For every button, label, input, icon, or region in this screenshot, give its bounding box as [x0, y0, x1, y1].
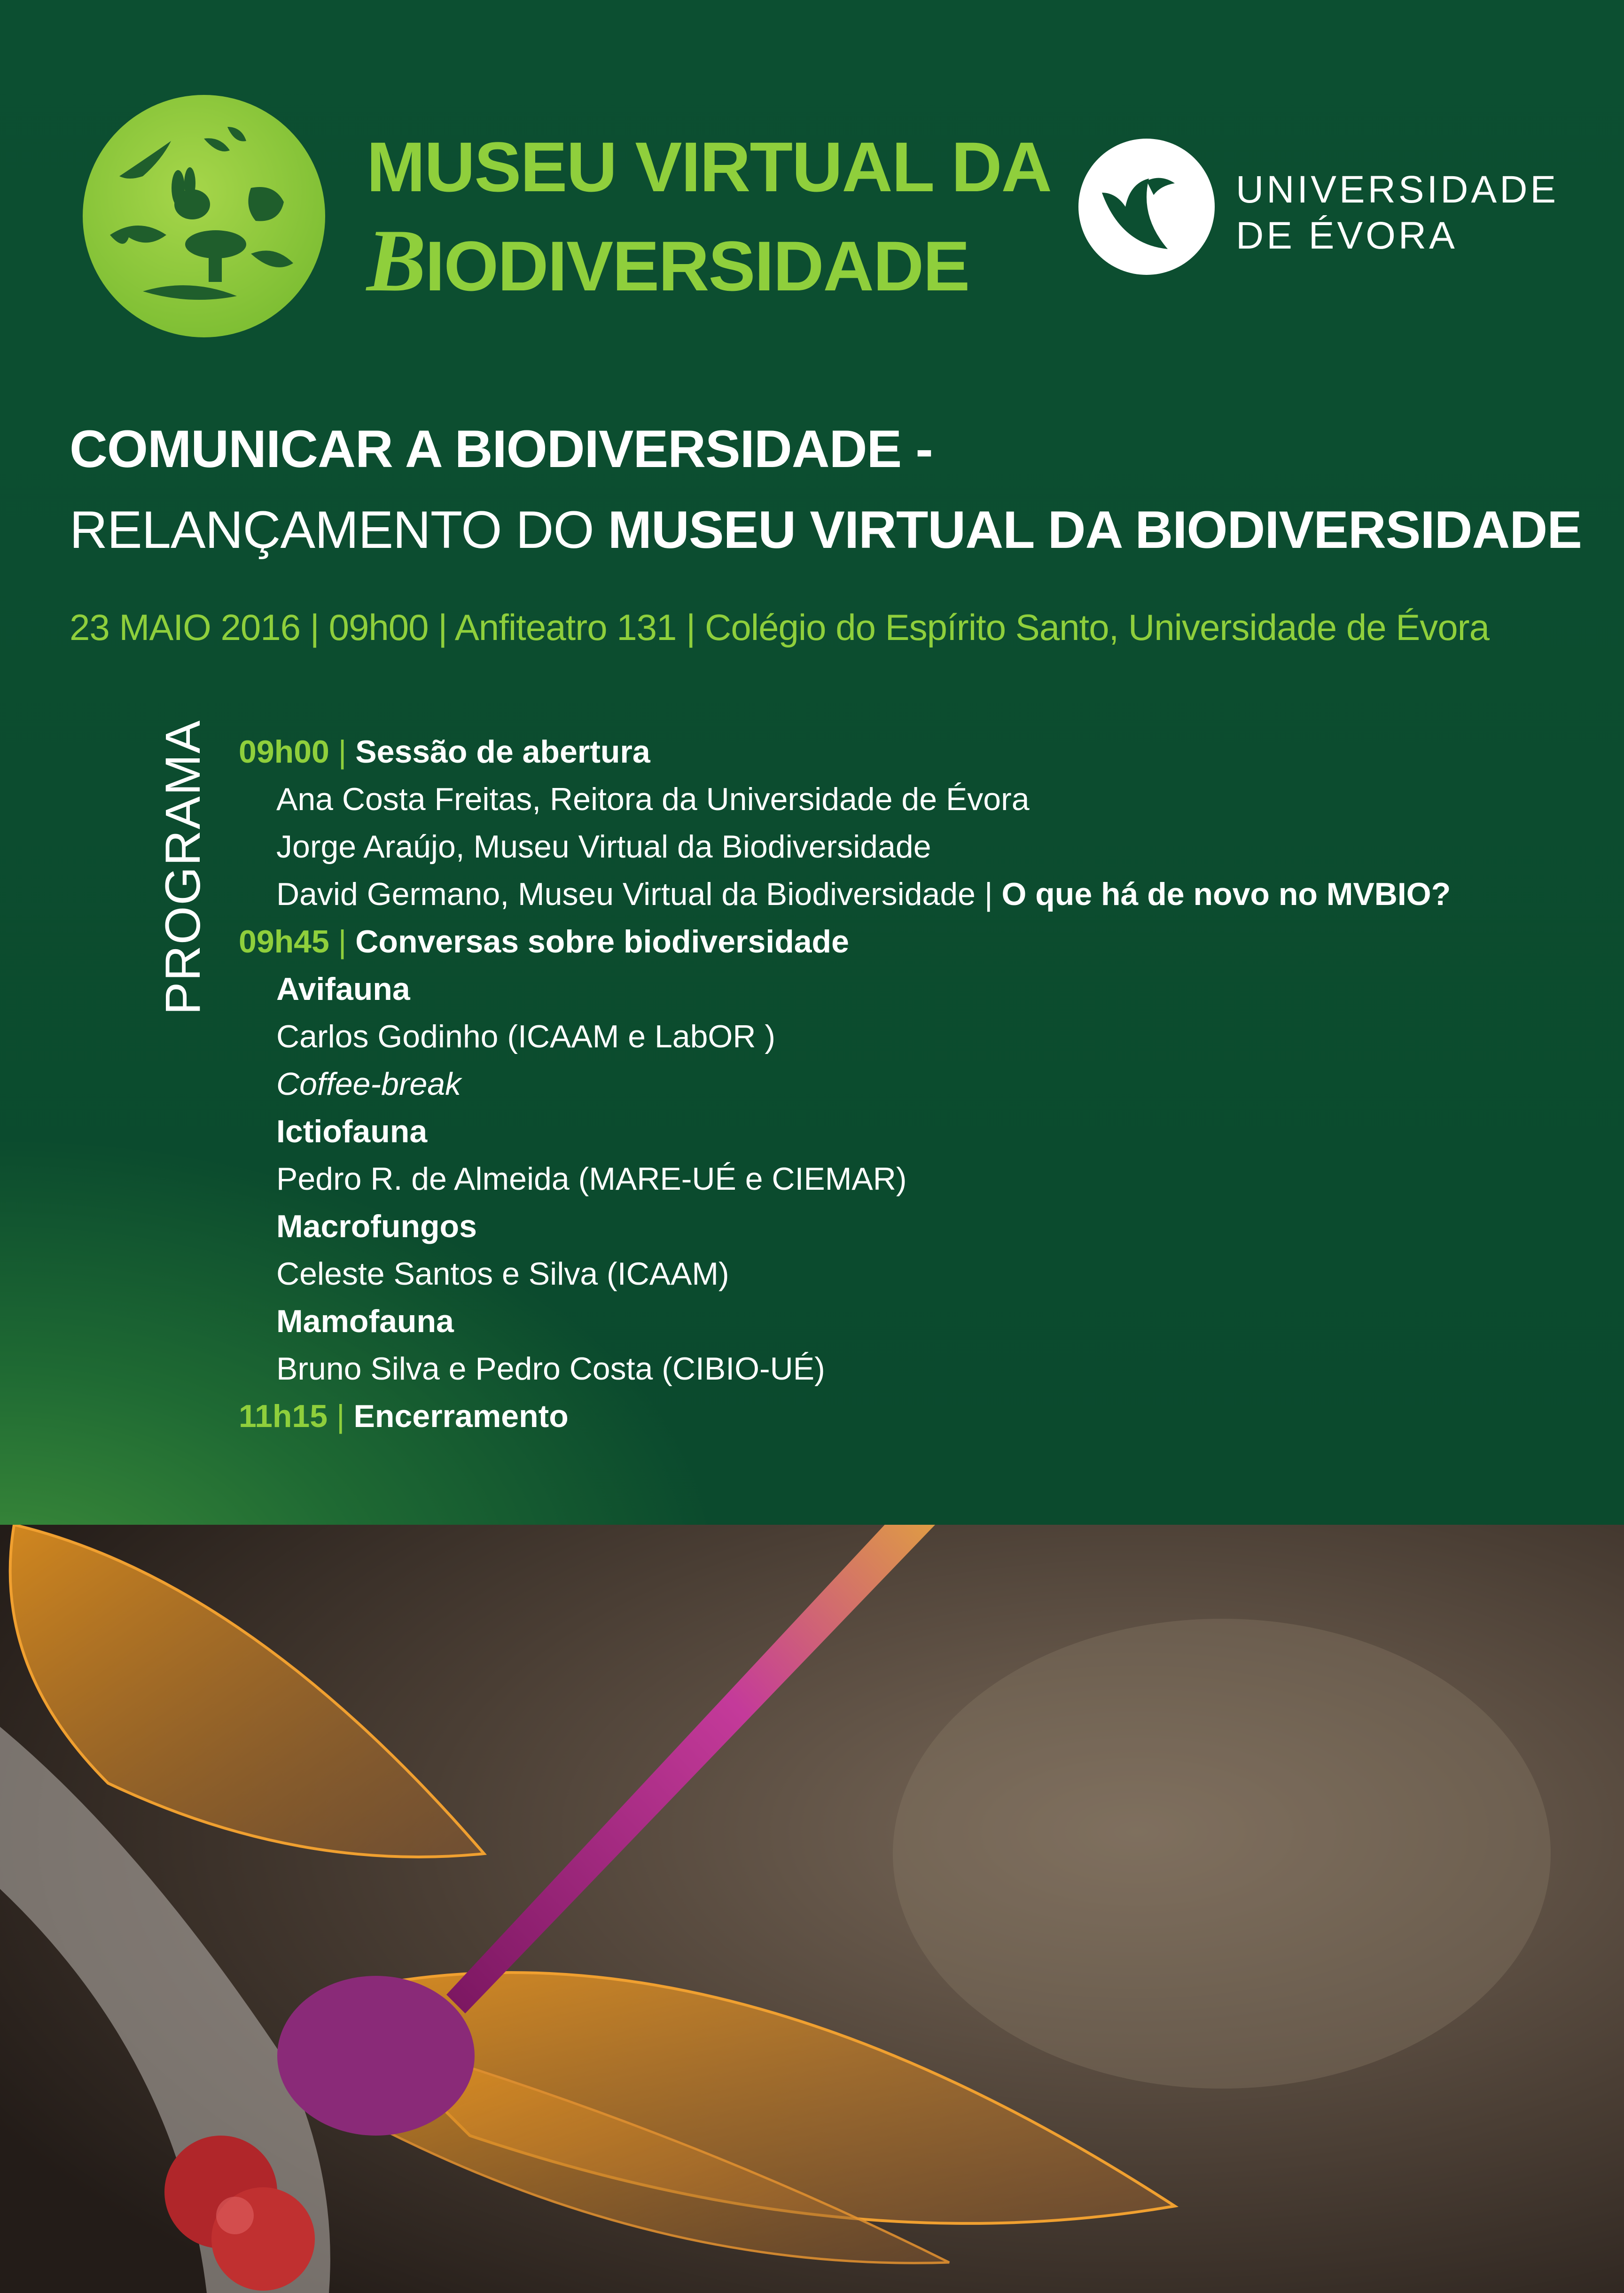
list-item: Ictiofauna	[276, 1114, 428, 1149]
dragonfly-photo	[0, 1525, 1624, 2293]
program-row-closing: 11h15 | Encerramento	[239, 1398, 569, 1434]
list-item: Jorge Araújo, Museu Virtual da Biodiversidade	[276, 829, 931, 865]
list-item: Coffee-break	[276, 1066, 461, 1102]
list-item: Macrofungos	[276, 1209, 477, 1244]
page-title	[70, 420, 1582, 559]
program-row-conversations: 09h45 | Conversas sobre biodiversidade	[239, 924, 849, 959]
list-item: Celeste Santos e Silva (ICAAM)	[276, 1256, 729, 1292]
museum-name-line1: MUSEU VIRTUAL DA	[367, 127, 1051, 206]
list-item: Bruno Silva e Pedro Costa (CIBIO-UÉ)	[276, 1351, 825, 1387]
list-item: David Germano, Museu Virtual da Biodiversidade | O que há de novo no MVBIO?	[276, 876, 1451, 912]
university-logo-icon	[1076, 136, 1217, 277]
list-item: Ana Costa Freitas, Reitora da Universidade de Évora	[276, 781, 1030, 817]
museum-logo-icon	[82, 94, 326, 338]
list-item: Mamofauna	[276, 1303, 454, 1339]
program-label: PROGRAMA	[156, 719, 211, 1015]
museum-name-line2: BIODIVERSIDADE	[367, 211, 969, 310]
list-item: Pedro R. de Almeida (MARE-UÉ e CIEMAR)	[276, 1161, 907, 1197]
event-info: 23 MAIO 2016 | 09h00 | Anfiteatro 131 | Colégio do Espírito Santo, Universidade de Évora	[70, 607, 1490, 648]
museum-name	[367, 127, 1051, 310]
program-list	[239, 728, 1451, 1440]
list-item: Carlos Godinho (ICAAM e LabOR )	[276, 1019, 775, 1054]
program-row-opening: 09h00 | Sessão de abertura	[239, 734, 650, 770]
list-item: Avifauna	[276, 971, 410, 1007]
title-line2: RELANÇAMENTO DO MUSEU VIRTUAL DA BIODIVERSIDADE	[70, 500, 1582, 559]
university-name: UNIVERSIDADE DE ÉVORA	[1236, 168, 1559, 257]
title-line1: COMUNICAR A BIODIVERSIDADE -	[70, 420, 933, 478]
